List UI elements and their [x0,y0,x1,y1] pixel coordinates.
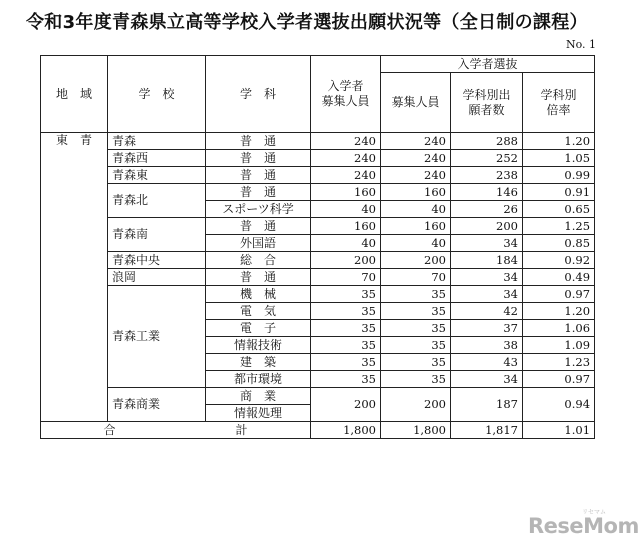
school-cell: 浪岡 [108,269,206,286]
header-ratio-line2: 倍率 [546,102,571,117]
watermark-small-text: リセマム [582,509,606,516]
applicants-cell: 187 [451,388,523,422]
table-row [41,184,595,201]
dept-cell: 普 通 [206,167,311,184]
selection-quota-cell: 160 [381,184,451,201]
quota-cell: 160 [311,184,381,201]
table-row [41,133,595,150]
header-selection: 入学者選抜 [381,56,595,73]
table-row [41,150,595,167]
region-cell: 東 青 [41,133,108,422]
header-region: 地 域 [41,56,108,133]
applicants-cell: 43 [451,354,523,371]
quota-cell: 35 [311,371,381,388]
applicants-cell: 34 [451,269,523,286]
selection-quota-cell: 240 [381,150,451,167]
page-title: 令和3年度青森県立高等学校入学者選抜出願状況等（全日制の課程） [26,12,588,33]
selection-quota-cell: 35 [381,371,451,388]
header-applicants [451,73,523,133]
ratio-cell: 0.94 [523,388,595,422]
header-quota-line2: 募集人員 [321,94,370,108]
dept-cell: 電 気 [206,303,311,320]
ratio-cell: 1.05 [523,150,595,167]
selection-quota-cell: 160 [381,218,451,235]
dept-cell: 普 通 [206,218,311,235]
quota-cell: 200 [311,252,381,269]
application-status-table [40,55,595,439]
total-label-left: 合 [103,422,116,437]
selection-quota-cell: 35 [381,337,451,354]
school-cell: 青森西 [108,150,206,167]
quota-cell: 70 [311,269,381,286]
selection-quota-cell: 35 [381,320,451,337]
school-cell: 青森工業 [108,286,206,388]
ratio-cell: 1.06 [523,320,595,337]
table-row [41,218,595,235]
school-cell: 青森北 [108,184,206,218]
total-quota: 1,800 [311,422,381,439]
header-school: 学 校 [108,56,206,133]
total-label-right: 計 [235,422,248,437]
selection-quota-cell: 240 [381,167,451,184]
quota-cell: 40 [311,201,381,218]
table-row [41,388,595,405]
total-ratio: 1.01 [523,422,595,439]
table-row [41,286,595,303]
applicants-cell: 238 [451,167,523,184]
selection-quota-cell: 40 [381,235,451,252]
ratio-cell: 0.99 [523,167,595,184]
quota-cell: 35 [311,354,381,371]
ratio-cell: 1.20 [523,303,595,320]
applicants-cell: 200 [451,218,523,235]
ratio-cell: 0.85 [523,235,595,252]
dept-cell: 普 通 [206,184,311,201]
total-row [41,422,595,439]
resemom-logo: ReseMom [528,514,639,538]
dept-cell: 総 合 [206,252,311,269]
dept-cell: 電 子 [206,320,311,337]
applicants-cell: 184 [451,252,523,269]
table-row [41,269,595,286]
selection-quota-cell: 35 [381,286,451,303]
header-applicants-line2: 願者数 [468,102,505,117]
quota-cell: 160 [311,218,381,235]
dept-cell: 普 通 [206,269,311,286]
dept-cell: 都市環境 [206,371,311,388]
school-cell: 青森中央 [108,252,206,269]
dept-cell: 機 械 [206,286,311,303]
ratio-cell: 0.92 [523,252,595,269]
ratio-cell: 1.23 [523,354,595,371]
selection-quota-cell: 35 [381,303,451,320]
applicants-cell: 34 [451,286,523,303]
quota-cell: 35 [311,303,381,320]
applicants-cell: 252 [451,150,523,167]
dept-cell: 商 業 [206,388,311,405]
quota-cell: 240 [311,133,381,150]
ratio-cell: 1.25 [523,218,595,235]
applicants-cell: 38 [451,337,523,354]
school-cell: 青森商業 [108,388,206,422]
quota-cell: 35 [311,320,381,337]
dept-cell: 普 通 [206,150,311,167]
dept-cell: 建 築 [206,354,311,371]
header-quota [311,56,381,133]
ratio-cell: 0.65 [523,201,595,218]
header-applicants-line1: 学科別出 [462,87,511,102]
selection-quota-cell: 40 [381,201,451,218]
quota-cell: 35 [311,337,381,354]
header-dept: 学 科 [206,56,311,133]
applicants-cell: 146 [451,184,523,201]
applicants-cell: 42 [451,303,523,320]
selection-quota-cell: 35 [381,354,451,371]
selection-quota-cell: 200 [381,252,451,269]
applicants-cell: 26 [451,201,523,218]
school-cell: 青森東 [108,167,206,184]
ratio-cell: 0.97 [523,371,595,388]
applicants-cell: 34 [451,235,523,252]
applicants-cell: 37 [451,320,523,337]
table-row [41,252,595,269]
quota-cell: 240 [311,167,381,184]
school-cell: 青森南 [108,218,206,252]
dept-cell: 普 通 [206,133,311,150]
school-cell: 青森 [108,133,206,150]
total-label [41,422,311,439]
applicants-cell: 34 [451,371,523,388]
total-selection-quota: 1,800 [381,422,451,439]
selection-quota-cell: 200 [381,388,451,422]
quota-cell: 200 [311,388,381,422]
selection-quota-cell: 240 [381,133,451,150]
ratio-cell: 0.97 [523,286,595,303]
quota-cell: 240 [311,150,381,167]
quota-cell: 40 [311,235,381,252]
quota-cell: 35 [311,286,381,303]
header-ratio [523,73,595,133]
page-number: No. 1 [566,38,597,51]
header-row-1 [41,56,595,73]
header-selection-quota: 募集人員 [381,73,451,133]
applicants-cell: 288 [451,133,523,150]
total-applicants: 1,817 [451,422,523,439]
header-quota-line1: 入学者 [327,79,364,93]
dept-cell: 情報処理 [206,405,311,422]
ratio-cell: 1.09 [523,337,595,354]
header-ratio-line1: 学科別 [540,87,577,102]
ratio-cell: 0.49 [523,269,595,286]
ratio-cell: 0.91 [523,184,595,201]
selection-quota-cell: 70 [381,269,451,286]
table-row [41,167,595,184]
dept-cell: スポーツ科学 [206,201,311,218]
dept-cell: 情報技術 [206,337,311,354]
ratio-cell: 1.20 [523,133,595,150]
dept-cell: 外国語 [206,235,311,252]
